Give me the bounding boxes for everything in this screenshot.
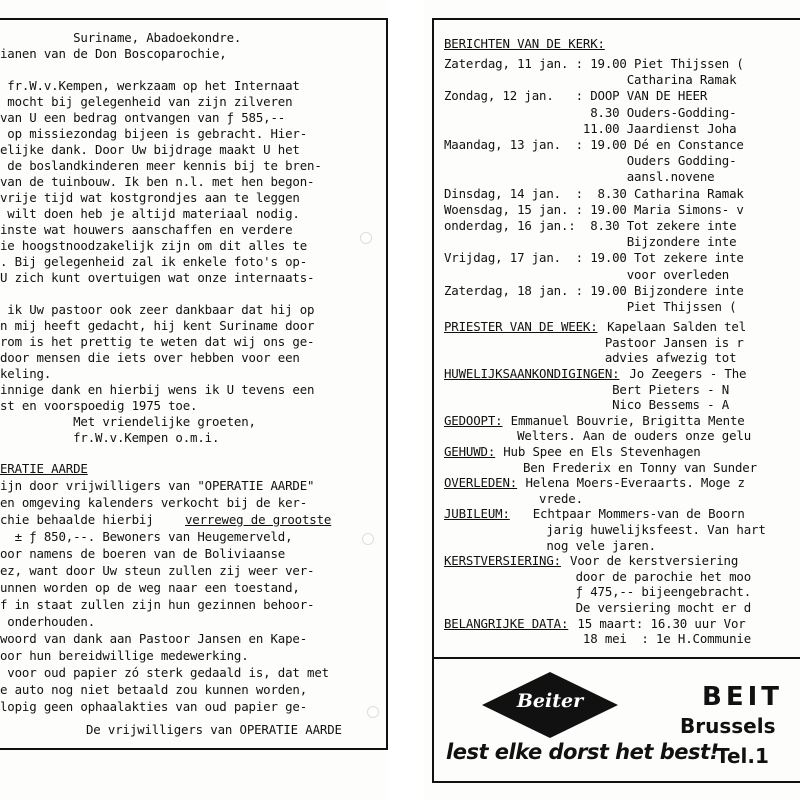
text-line: ez, want door Uw steun zullen zij weer ver- bbox=[0, 563, 315, 578]
text-line: onderhouden. bbox=[0, 614, 96, 629]
text-line: elijke dank. Door Uw bijdrage maakt U het bbox=[0, 142, 300, 157]
schedule-line: Piet Thijssen ( bbox=[444, 299, 737, 314]
section-text: vrede. bbox=[444, 490, 583, 506]
section-text: door de parochie het moo bbox=[444, 568, 752, 584]
section-text: Ben Frederix en Tonny van Sunder bbox=[523, 459, 757, 475]
text-line: . Bij gelegenheid zal ik enkele foto's op- bbox=[0, 254, 308, 269]
text-line: fr.W.v.Kempen o.m.i. bbox=[0, 430, 220, 445]
schedule-line: aansl.novene bbox=[444, 169, 715, 185]
section-text: 18 mei : 1e H.Communie bbox=[444, 631, 752, 647]
schedule-line: voor overleden bbox=[444, 266, 730, 282]
text-line: ik Uw pastoor ook zeer dankbaar dat hij op bbox=[0, 302, 315, 317]
section-label: KERSTVERSIERING: bbox=[444, 553, 561, 569]
section-text: Pastoor Jansen is r bbox=[444, 334, 744, 350]
right-page bbox=[410, 0, 800, 800]
section-text: Helena Moers-Everaarts. Moge z bbox=[518, 475, 745, 491]
schedule-line: 11.00 Jaardienst Joha bbox=[444, 120, 737, 136]
text-line: lopig geen ophaalakties van oud papier ge- bbox=[0, 699, 308, 714]
text-line: inste wat houwers aanschaffen en verdere bbox=[0, 222, 293, 237]
schedule-line: Maandag, 13 jan. : 19.00 Dé en Constance bbox=[444, 137, 744, 152]
text-line: mocht bij gelegenheid van zijn zilveren bbox=[0, 94, 293, 109]
section-label: PRIESTER VAN DE WEEK: bbox=[444, 319, 598, 335]
text-line: e auto nog niet betaald zou kunnen worden, bbox=[0, 682, 308, 697]
section-heading: BERICHTEN VAN DE KERK: bbox=[444, 36, 605, 51]
section-text: 15 maart: 16.30 uur Vor bbox=[570, 615, 746, 631]
text-line: op missiezondag bijeen is gebracht. Hier- bbox=[0, 126, 308, 141]
grootste-phrase: verreweg de grootste bbox=[185, 512, 332, 527]
ad-divider bbox=[432, 657, 800, 659]
text-line: wilt doen heb je altijd materiaal nodig. bbox=[0, 206, 300, 221]
section-text: jarig huwelijksfeest. Van hart bbox=[444, 522, 766, 537]
section-text: Emmanuel Bouvrie, Brigitta Mente bbox=[503, 412, 745, 428]
ad-slogan: lest elke dorst het best! bbox=[446, 740, 719, 764]
section-label: GEHUWD: bbox=[444, 444, 496, 459]
schedule-line: Vrijdag, 17 jan. : 19.00 Tot zekere inte bbox=[444, 250, 744, 266]
section-text: ƒ 475,-- bijeengebracht. bbox=[444, 584, 752, 600]
text-line: st en voorspoedig 1975 toe. bbox=[0, 398, 198, 413]
schedule-line: Bijzondere inte bbox=[444, 234, 737, 250]
text-line: door mensen die iets over hebben voor een bbox=[0, 350, 300, 365]
text-line: voor oud papier zó sterk gedaald is, dat met bbox=[0, 665, 329, 680]
section-text: advies afwezig tot bbox=[444, 350, 737, 366]
text-line: Suriname, Abadoekondre. bbox=[0, 30, 242, 45]
text-line: Met vriendelijke groeten, bbox=[0, 414, 256, 429]
text-line: vrije tijd wat kostgrondjes aan te leggen bbox=[0, 190, 300, 205]
text-line: f in staat zullen zijn hun gezinnen behoor- bbox=[0, 597, 315, 612]
signature: De vrijwilligers van OPERATIE AARDE bbox=[86, 722, 342, 737]
schedule-line: Zondag, 12 jan. : DOOP VAN DE HEER bbox=[444, 88, 708, 104]
text-line: woord van dank aan Pastoor Jansen en Kape- bbox=[0, 631, 308, 646]
text-line: en omgeving kalenders verkocht bij de ker- bbox=[0, 495, 308, 510]
text-line: ijn door vrijwilligers van "OPERATIE AARDE" bbox=[0, 478, 315, 493]
punch-hole bbox=[362, 533, 374, 545]
section-text: Nico Bessems - A bbox=[444, 397, 730, 413]
ad-company-name: BEIT bbox=[702, 682, 783, 712]
schedule-line: Woensdag, 15 jan. : 19.00 Maria Simons- v bbox=[444, 201, 744, 217]
operatie-aarde-heading: ERATIE AARDE bbox=[0, 461, 88, 476]
section-text: Jo Zeegers - The bbox=[622, 366, 747, 381]
section-label: JUBILEUM: bbox=[444, 506, 510, 522]
section-text: nog vele jaren. bbox=[444, 537, 656, 553]
schedule-line: Ouders Godding- bbox=[444, 153, 737, 169]
section-label: BELANGRIJKE DATA: bbox=[444, 615, 569, 631]
text-line: unnen worden op de weg naar een toestand, bbox=[0, 580, 300, 595]
section-label: OVERLEDEN: bbox=[444, 475, 518, 491]
schedule-line: Catharina Ramak bbox=[444, 72, 737, 88]
text-line: U zich kunt overtuigen wat onze internaats- bbox=[0, 270, 315, 285]
section-text: Echtpaar Mommers-van de Boorn bbox=[510, 506, 745, 522]
section-text: Voor de kerstversiering bbox=[562, 553, 739, 569]
ad-city: Brussels bbox=[680, 714, 776, 738]
text-line: keling. bbox=[0, 366, 52, 381]
ad-logo-text: Beiter bbox=[516, 690, 584, 712]
punch-hole bbox=[360, 232, 372, 244]
section-label: HUWELIJKSAANKONDIGINGEN: bbox=[444, 366, 620, 381]
text-line: ie hoogstnoodzakelijk zijn om dit alles te bbox=[0, 238, 308, 253]
text-line: fr.W.v.Kempen, werkzaam op het Internaat bbox=[0, 78, 300, 93]
section-text: Welters. Aan de ouders onze gelu bbox=[444, 428, 752, 444]
text-line: rom is het prettig te weten dat wij ons ge- bbox=[0, 334, 315, 349]
schedule-line: 8.30 Ouders-Godding- bbox=[444, 104, 737, 120]
ad-telephone: Tel.1 bbox=[716, 744, 769, 768]
schedule-line: Dinsdag, 14 jan. : 8.30 Catharina Ramak bbox=[444, 185, 744, 201]
text-line: innige dank en hierbij wens ik U tevens een bbox=[0, 382, 315, 397]
schedule-line: Zaterdag, 11 jan. : 19.00 Piet Thijssen ( bbox=[444, 56, 744, 71]
schedule-line: Zaterdag, 18 jan. : 19.00 Bijzondere inte bbox=[444, 282, 744, 298]
text-line: oor hun bereidwillige medewerking. bbox=[0, 648, 249, 663]
text-line: van U een bedrag ontvangen van ƒ 585,-- bbox=[0, 110, 286, 125]
text-line: de boslandkinderen meer kennis bij te bren- bbox=[0, 158, 322, 173]
text-line: van de tuinbouw. Ik ben n.l. met hen begon- bbox=[0, 174, 315, 189]
text-line: ± ƒ 850,--. Bewoners van Heugemerveld, bbox=[0, 529, 293, 544]
text-line: n mij heeft gedacht, hij kent Suriname door bbox=[0, 318, 315, 333]
text-line: ianen van de Don Boscoparochie, bbox=[0, 46, 227, 61]
section-label: GEDOOPT: bbox=[444, 412, 503, 428]
section-text: Hub Spee en Els Stevenhagen bbox=[495, 444, 701, 459]
section-text: Kapelaan Salden tel bbox=[599, 319, 747, 335]
text-line: chie behaalde hierbij bbox=[0, 512, 161, 527]
schedule-line: onderdag, 16 jan.: 8.30 Tot zekere inte bbox=[444, 218, 737, 233]
section-text: Bert Pieters - N bbox=[444, 381, 730, 397]
section-text: De versiering mocht er d bbox=[444, 600, 752, 615]
punch-hole bbox=[367, 706, 379, 718]
text-line: oor namens de boeren van de Boliviaanse bbox=[0, 546, 286, 561]
